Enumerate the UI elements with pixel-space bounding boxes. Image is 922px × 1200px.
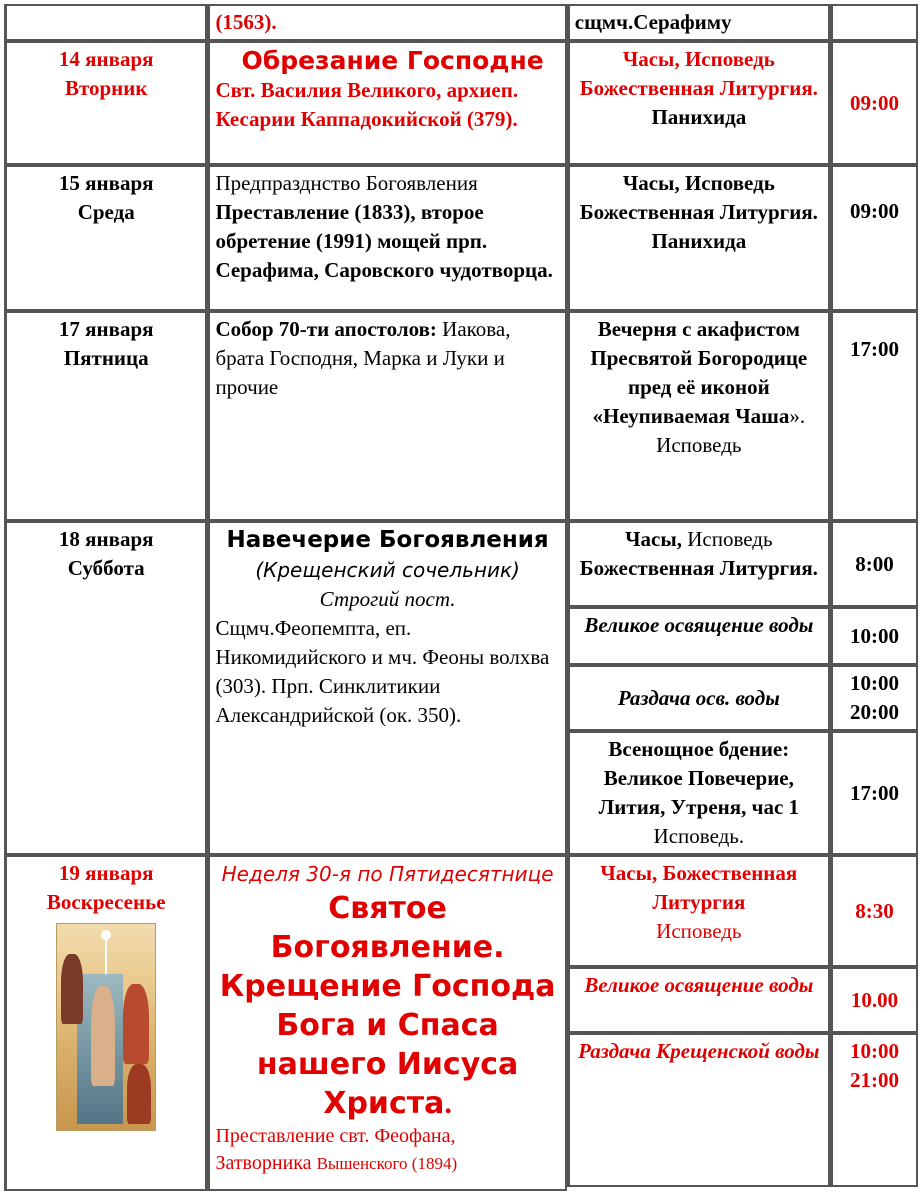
feast-cell	[207, 41, 566, 165]
service-text: Божественная Литургия.	[579, 556, 818, 580]
service-time: 8:30	[855, 898, 894, 923]
christ-figure	[91, 986, 115, 1086]
service-text: Великое освящение воды	[584, 613, 814, 637]
service-cell	[567, 665, 830, 731]
time-cell	[830, 41, 918, 165]
service-extra: Исповедь.	[653, 824, 745, 848]
service-time: 8:00	[855, 551, 894, 576]
light-ray	[105, 936, 107, 976]
service-cell	[567, 521, 830, 607]
weekday-label: Среда	[77, 200, 135, 224]
service-text: Часы, Исповедь Божественная Литургия.	[579, 47, 818, 100]
angel-figure	[123, 984, 149, 1064]
service-text: Раздача Крещенской воды	[578, 1039, 820, 1063]
date-cell	[4, 311, 207, 521]
date-label: 15 января	[58, 171, 154, 195]
feast-cell	[207, 855, 566, 1191]
angel-figure	[127, 1064, 151, 1124]
feast-subtitle: Иакова, брата Господня, Марка и Луки и прочие	[215, 317, 511, 399]
service-text: Великое освящение воды	[584, 973, 814, 997]
weekday-label: Вторник	[64, 76, 148, 100]
time-cell	[830, 855, 918, 967]
service-extra: ». Исповедь	[656, 404, 806, 457]
forefeast-text: Предпразднство Богоявления	[215, 171, 478, 195]
service-cell	[567, 967, 830, 1033]
feast-cell	[207, 311, 566, 521]
feast-cell	[207, 4, 566, 41]
sub-schedule	[567, 855, 918, 1187]
date-label: 17 января	[58, 317, 154, 341]
service-extra: Исповедь	[681, 527, 773, 551]
time-cell	[830, 607, 918, 665]
service-extra: Исповедь	[656, 919, 742, 943]
service-time: 17:00	[849, 780, 899, 805]
repose-text	[215, 1123, 559, 1177]
service-cell	[567, 311, 830, 521]
service-text: Часы,	[625, 527, 682, 551]
feast-title: Святое Богоявление. Крещение Господа Бога и Спаса нашего Иисуса Христа	[219, 891, 556, 1121]
time-cell	[830, 665, 918, 731]
service-cell	[567, 4, 830, 41]
table-row	[4, 4, 918, 41]
weekday-label: Пятница	[63, 346, 149, 370]
table-row	[4, 165, 918, 311]
service-cell	[567, 165, 830, 311]
date-label: 14 января	[58, 47, 154, 71]
date-label: 18 января	[58, 527, 154, 551]
weekday-label: Воскресенье	[46, 890, 166, 914]
date-label: 19 января	[58, 861, 154, 885]
feast-cell	[207, 165, 566, 311]
service-cell	[567, 607, 830, 665]
saint-text: Преставление (1833), второе обретение (1991) мощей прп. Серафима, Саровского чудотворца.	[215, 200, 553, 282]
sub-row	[567, 731, 918, 855]
sub-row	[567, 607, 918, 665]
feast-dot: .	[444, 1087, 452, 1120]
service-time: 10:00	[849, 623, 899, 648]
date-cell	[4, 41, 207, 165]
date-cell	[4, 855, 207, 1191]
service-continuation: сщмч.Серафиму	[574, 10, 732, 34]
service-time: 10.00	[850, 987, 899, 1012]
time-cell	[830, 1033, 918, 1187]
service-time: 09:00	[849, 199, 899, 223]
table-row	[4, 311, 918, 521]
service-group	[567, 855, 918, 1191]
feast-subtitle: (Крещенский сочельник)	[255, 558, 520, 582]
feast-title: Навечерие Богоявления	[226, 527, 549, 553]
feast-cell	[207, 521, 566, 855]
service-extra: Панихида	[651, 105, 747, 129]
service-time: 10:00	[849, 1039, 899, 1063]
feast-title: Собор 70-ти апостолов:	[215, 317, 437, 341]
service-text: Всенощное бдение: Великое Повечерие, Лития, Утреня, час 1	[598, 737, 800, 819]
weekday-label: Суббота	[67, 556, 145, 580]
date-cell	[4, 4, 207, 41]
table-row	[4, 41, 918, 165]
service-cell	[567, 731, 830, 855]
repose-line: Затворника	[215, 1152, 317, 1174]
service-cell	[567, 855, 830, 967]
service-time: 17:00	[849, 337, 899, 361]
saint-text: Сщмч.Феопемпта, еп. Никомидийского и мч. Феоны волхва (303). Прп. Синклитикии Александрийской (ок. 350).	[215, 616, 550, 727]
service-group	[567, 521, 918, 855]
repose-line: Преставление свт. Феофана,	[215, 1125, 456, 1147]
schedule-table	[4, 4, 918, 1191]
feast-subtitle: Свт. Василия Великого, архиеп. Кесарии Каппадокийской (379).	[215, 78, 519, 131]
service-time: 20:00	[849, 700, 899, 724]
service-time: 10:00	[849, 671, 899, 695]
sub-schedule	[567, 521, 918, 855]
fast-note: Строгий пост.	[319, 587, 456, 611]
service-text: Часы, Исповедь Божественная Литургия. Панихида	[579, 171, 818, 253]
sub-row	[567, 855, 918, 967]
sub-row	[567, 967, 918, 1033]
service-text: Вечерня с акафистом Пресвятой Богородице пред её иконой «Неупиваемая Чаша	[590, 317, 808, 428]
feast-title: Обрезание Господне	[241, 46, 544, 75]
time-cell	[830, 731, 918, 855]
feast-continuation: (1563).	[215, 10, 277, 34]
service-text: Раздача осв. воды	[617, 685, 780, 710]
theophany-icon	[56, 923, 156, 1131]
table-row	[4, 855, 918, 1191]
time-cell	[830, 521, 918, 607]
repose-line: Вышенского (1894)	[316, 1154, 458, 1173]
week-label: Неделя 30-я по Пятидесятнице	[221, 862, 554, 886]
service-time: 21:00	[849, 1068, 899, 1092]
service-time: 09:00	[849, 90, 899, 115]
time-cell	[830, 311, 918, 521]
sub-row	[567, 665, 918, 731]
service-cell	[567, 1033, 830, 1187]
date-cell	[4, 165, 207, 311]
time-cell	[830, 4, 918, 41]
sub-row	[567, 1033, 918, 1187]
time-cell	[830, 967, 918, 1033]
service-text: Часы, Божественная Литургия	[600, 861, 798, 914]
table-row	[4, 521, 918, 855]
date-cell	[4, 521, 207, 855]
john-figure	[61, 954, 83, 1024]
service-cell	[567, 41, 830, 165]
time-cell	[830, 165, 918, 311]
sub-row	[567, 521, 918, 607]
